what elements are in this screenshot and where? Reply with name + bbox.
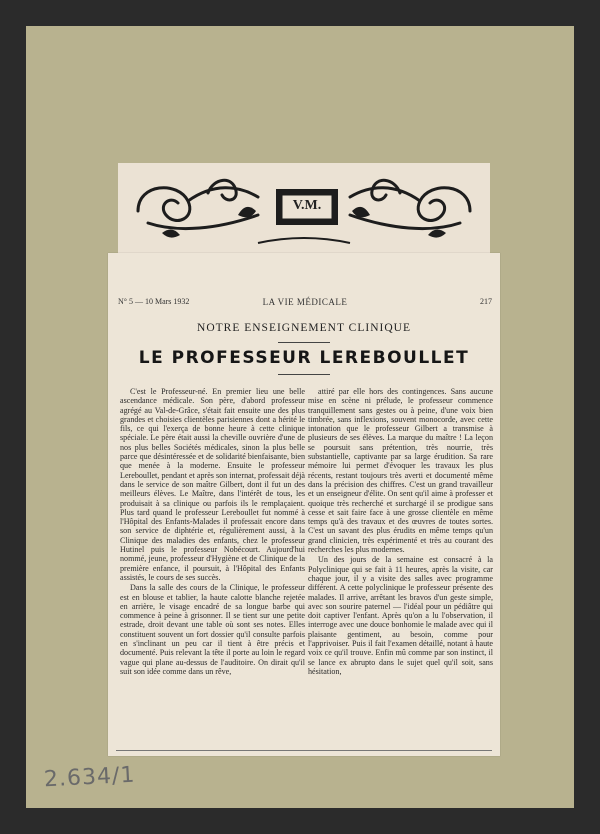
section-rule [278, 342, 330, 343]
journal-name: LA VIE MÉDICALE [262, 297, 348, 307]
title-rule [278, 374, 330, 375]
article-clipping [108, 253, 500, 756]
issue-date: N° 5 — 10 Mars 1932 [118, 297, 190, 306]
monogram-label: V.M. [292, 198, 322, 213]
header-ornament-clipping [118, 163, 490, 255]
paragraph: Un des jours de la semaine est consacré à la Polyclinique qui se fait à 11 heures, après la visite, car chaque jour, il y a visite des salles avec programme différent. A cette polyclinique le professeur présente des malades. Il arrive, arrêtant les bravos d'un geste simple, avec son sourire paternel — l'idéal pour un pédiâtre qui doit captiver l'enfant. Après qu'on a lu l'observation, il interroge avec une douce bonhomie le malade avec qui il plaisante gentiment, au besoin, comme pour l'apprivoiser. Puis il fait l'examen détaillé, notant à haute voix ce qu'il trouve. Enfin mû comme par son instinct, il se lance ex abrupto dans le sujet quel qu'il soit, sans hésitation, [308, 555, 493, 676]
right-column [308, 387, 493, 677]
paragraph: C'est le Professeur-né. En premier lieu une belle ascendance médicale. Son père, d'abord professeur agrégé au Val-de-Grâce, s'était fait ensuite une des plus grandes et choisies clientèles parisiennes dont a hérité le fils, ce qui l'exerça de bonne heure à cette clinique spéciale. Le père était aussi la cheville ouvrière d'une de nos plus belles Sociétés médicales, sinon la plus belle parce que désintéressée et de solidarité bienfaisante, bien que menée à la moderne. Ensuite le professeur Lereboullet, pendant et après son internat, professait déjà dans le service de son maître Gilbert, dont il fut un des meilleurs élèves. Le Maître, dans l'intérêt de tous, les produisait à sa clinique ou parfois ils le remplaçaient. Plus tard quand le professeur Lereboullet fut nommé à l'Hôpital des Enfants-Malades il professait encore dans son service de diphtérie et, régulièrement aussi, à la Clinique des maladies des enfants, chez le professeur Hutinel puis le professeur Nobécourt. Aujourd'hui nommé, jeune, professeur d'Hygiène et de Clinique de la première enfance, il poursuit, à l'Hôpital des Enfants assistés, le cours de ses succès. [120, 387, 305, 582]
section-heading: NOTRE ENSEIGNEMENT CLINIQUE [197, 322, 411, 334]
page-number: 217 [480, 297, 492, 306]
handwritten-inventory-number: 2.634/1 [43, 762, 136, 793]
article-title: LE PROFESSEUR LEREBOULLET [138, 348, 470, 368]
paragraph: Dans la salle des cours de la Clinique, le professeur est en blouse et tablier, la haute calotte blanche rejetée en arrière, le visage encadré de sa longue barbe qui commence à peine à grisonner. Il se tient sur une petite estrade, droit devant une table où sont ses notes. Elles constituent souvent un fort dossier qu'il consulte parfois en s'inclinant un peu car il tient à être précis et documenté. Puis relevant la tête il porte au loin le regard vague qui plane au-dessus de l'auditoire. On dirait qu'il suit son idée comme dans un rêve, [120, 583, 305, 676]
bottom-rule [116, 750, 492, 751]
left-column [120, 387, 305, 677]
paragraph: attiré par elle hors des contingences. Sans aucune mise en scène ni prélude, le professeur commence tranquillement sans gestes ou à peine, d'une voix bien timbrée, sans inflexions, souvent monocorde, avec cette intonation que le professeur Gilbert a transmise à plusieurs de ses élèves. La marque du maître ! La leçon se poursuit sans prétention, très nourrie, très substantielle, captivante par sa large érudition. Sa rare mémoire lui permet d'évoquer les travaux les plus récents, restant toujours très averti et documenté même dans la précision des chiffres. C'est un grand travailleur et un enseigneur d'élite. On sent qu'il aime à professer et quoique très recherché et surchargé il se prodigue sans cesse et sait faire face à une grosse clientèle en même temps qu'à des travaux et des œuvres de toutes sortes. C'est un savant des plus érudits en même temps qu'un grand clinicien, très expérimenté et très au courant des recherches les plus modernes. [308, 387, 493, 555]
